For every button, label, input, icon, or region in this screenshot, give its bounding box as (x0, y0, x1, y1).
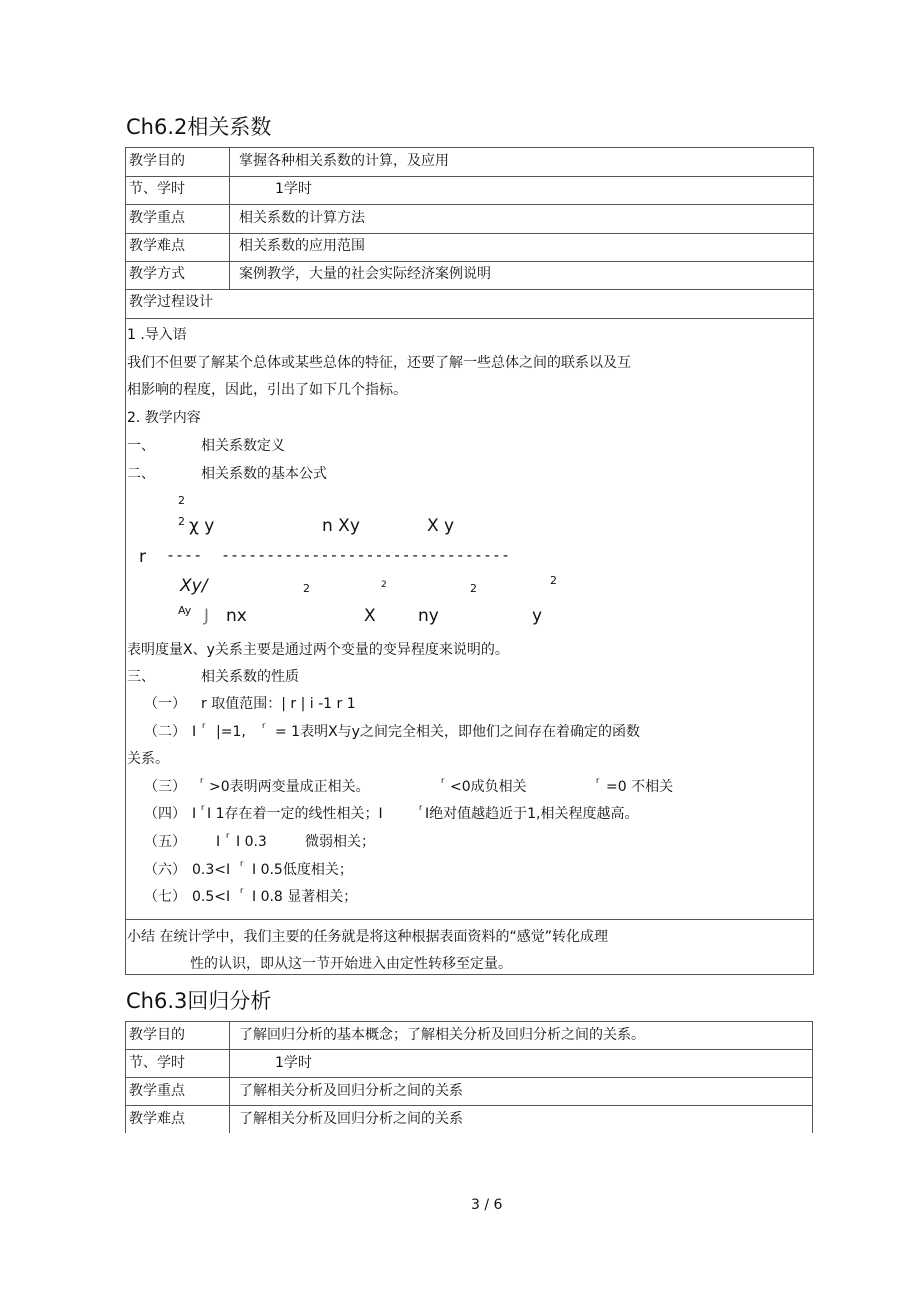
formula-term: J (204, 606, 210, 626)
section-title: Ch6.3回归分析 (126, 989, 272, 1013)
row-value-focus: 相关系数的计算方法 (239, 210, 365, 226)
row-value-purpose: 掌握各种相关系数的计算，及应用 (239, 153, 449, 169)
row-value-difficulty: 相关系数的应用范围 (239, 238, 365, 254)
body-line-num: 一、 (127, 438, 155, 454)
property-text: I 0.8 显著相关； (252, 889, 358, 905)
row-value-difficulty: 了解相关分析及回归分析之间的关系 (239, 1111, 463, 1127)
property-text: =0 不相关 (606, 779, 674, 795)
property-num: （二） (144, 724, 186, 740)
property-num: （七） (144, 889, 186, 905)
row-label-difficulty: 教学难点 (129, 238, 185, 254)
body-line: 表明度量X、y关系主要是通过两个变量的变异程度来说明的。 (127, 642, 509, 658)
row-value-hours: 1学时 (275, 1055, 312, 1071)
property-text: 0.5<I (192, 889, 231, 905)
formula-sup: 2 (381, 580, 387, 590)
property-text: 0.3<I (192, 862, 231, 878)
formula-sup: 2 (470, 582, 477, 595)
row-value-hours: 1学时 (275, 181, 312, 197)
section-title: Ch6.2相关系数 (126, 115, 272, 139)
row-divider (126, 919, 813, 920)
property-text: I 0.3 (236, 834, 267, 850)
formula-sup: 2 (550, 574, 557, 587)
formula-r: r (139, 547, 146, 567)
summary-line: 性的认识，即从这一节开始进入由定性转移至定量。 (190, 956, 512, 972)
process-header: 教学过程设计 (129, 294, 213, 310)
property-text: I 0.5低度相关； (252, 862, 353, 878)
row-divider (126, 176, 813, 177)
property-num: （三） (144, 779, 186, 795)
property-text: r (202, 721, 206, 730)
row-label-focus: 教学重点 (129, 210, 185, 226)
formula-sub: Ay (178, 604, 192, 617)
body-line: 相关系数的性质 (201, 669, 299, 685)
row-label-purpose: 教学目的 (129, 153, 185, 169)
property-text: 微弱相关； (305, 834, 375, 850)
row-value-method: 案例教学，大量的社会实际经济案例说明 (239, 266, 491, 282)
formula-term: X (364, 606, 376, 626)
table-column-divider (229, 148, 230, 290)
formula-fraction-bar: -------------------------------- (221, 546, 510, 564)
formula-sup: 2 (303, 582, 310, 595)
row-divider (126, 261, 813, 262)
property-num: （一） (144, 696, 186, 712)
property-text: r (240, 859, 244, 868)
property-text: 关系。 (127, 751, 169, 767)
row-value-purpose: 了解回归分析的基本概念；了解相关分析及回归分析之间的关系。 (239, 1027, 645, 1043)
row-label-method: 教学方式 (129, 266, 185, 282)
row-label-difficulty: 教学难点 (129, 1111, 185, 1127)
property-text: r (201, 803, 205, 812)
property-text: r (596, 776, 600, 785)
property-text: I (192, 724, 197, 740)
property-num: （六） (144, 862, 186, 878)
row-label-focus: 教学重点 (129, 1083, 185, 1099)
property-text: r (240, 886, 244, 895)
property-text: r (262, 721, 266, 730)
row-label-hours: 节、学时 (129, 181, 185, 197)
table-right-edge (812, 1021, 813, 1133)
property-text: = 1表明X与y之间完全相关，即他们之间存在着确定的函数 (275, 724, 640, 740)
page-number: 3 / 6 (471, 1197, 503, 1213)
body-line: 相关系数的基本公式 (201, 466, 327, 482)
property-text: r (226, 831, 230, 840)
row-divider (126, 318, 813, 319)
property-num: （五） (144, 834, 186, 850)
body-line-num: 二、 (127, 466, 155, 482)
property-text: |=1, (216, 724, 246, 740)
property-text: r (441, 776, 445, 785)
property-text: I (216, 834, 221, 850)
property-text: >0表明两变量成正相关。 (209, 779, 370, 795)
property-text: I (192, 806, 197, 822)
row-label-purpose: 教学目的 (129, 1027, 185, 1043)
formula-term: Xy/ (180, 576, 208, 596)
row-divider (126, 289, 813, 290)
property-num: （四） (144, 806, 186, 822)
formula-sup: 2 (178, 494, 185, 507)
property-text: r (200, 776, 204, 785)
property-text: r (419, 803, 423, 812)
property-text: I绝对值越趋近于1,相关程度越高。 (425, 806, 639, 822)
property-text: I 1存在着一定的线性相关；I (207, 806, 383, 822)
property-text: <0成负相关 (450, 779, 527, 795)
formula-term: χ y (189, 516, 215, 536)
body-line: 我们不但要了解某个总体或某些总体的特征，还要了解一些总体之间的联系以及互 (127, 355, 631, 371)
formula-term: ny (418, 606, 439, 626)
row-value-focus: 了解相关分析及回归分析之间的关系 (239, 1083, 463, 1099)
row-label-hours: 节、学时 (129, 1055, 185, 1071)
body-line: 1 .导入语 (127, 327, 187, 343)
formula-fraction-bar: ---- (166, 546, 203, 564)
body-line: 相关系数定义 (201, 438, 285, 454)
body-line-num: 三、 (127, 669, 155, 685)
formula-term: n Xy (322, 516, 360, 536)
table-column-divider (229, 1021, 230, 1133)
formula-sup: 2 (178, 515, 185, 528)
table-left-edge (125, 1021, 126, 1133)
property-text: r 取值范围：| r | i -1 r 1 (201, 696, 356, 712)
row-divider (126, 204, 813, 205)
formula-term: y (532, 606, 543, 626)
body-line: 2. 教学内容 (127, 410, 201, 426)
formula-term: nx (226, 606, 247, 626)
body-line: 相影响的程度，因此，引出了如下几个指标。 (127, 382, 407, 398)
formula-term: X y (427, 516, 455, 536)
summary-line: 小结 在统计学中，我们主要的任务就是将这种根据表面资料的“感觉”转化成理 (127, 929, 608, 945)
row-divider (126, 233, 813, 234)
